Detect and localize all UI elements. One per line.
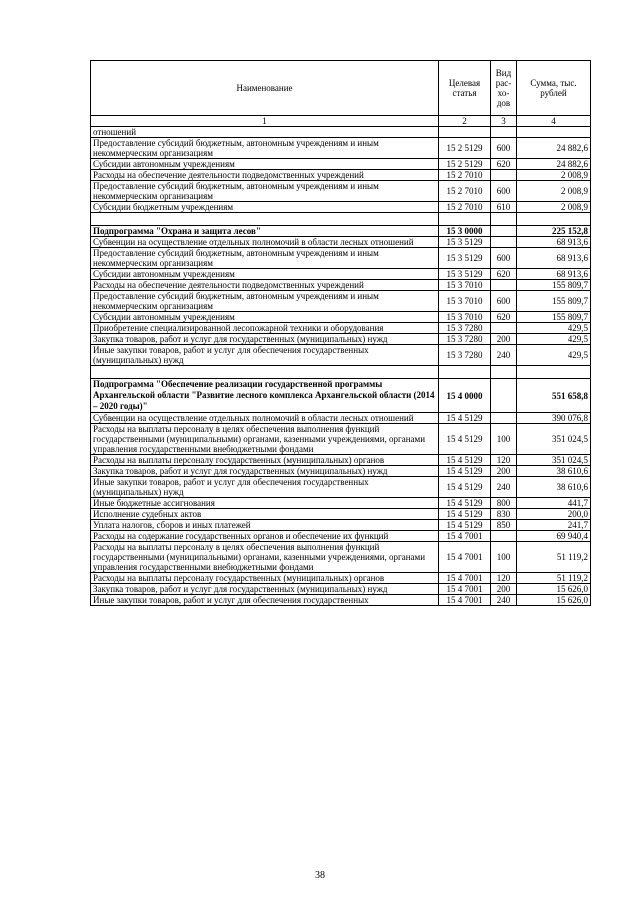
row-amount: 51 119,2 [517, 542, 591, 573]
row-amount: 351 024,5 [517, 455, 591, 466]
column-number: 3 [491, 116, 517, 127]
row-expense-type: 100 [491, 424, 517, 455]
row-expense-type [491, 280, 517, 291]
row-target-code: 15 3 0000 [439, 226, 491, 237]
row-target-code: 15 4 0000 [439, 379, 491, 413]
blank-row [91, 213, 591, 226]
row-expense-type: 600 [491, 291, 517, 312]
row-amount [517, 127, 591, 138]
row-name: Субсидии автономным учреждениям [91, 159, 439, 170]
column-number: 4 [517, 116, 591, 127]
row-amount: 390 076,8 [517, 413, 591, 424]
row-expense-type [491, 237, 517, 248]
row-target-code: 15 4 7001 [439, 542, 491, 573]
row-expense-type: 200 [491, 334, 517, 345]
row-amount: 24 882,6 [517, 138, 591, 159]
table-row [91, 280, 591, 291]
header-code: Целевая статья [439, 61, 491, 116]
blank-row [91, 366, 591, 379]
row-amount: 38 610,6 [517, 466, 591, 477]
table-row [91, 466, 591, 477]
table-row [91, 498, 591, 509]
row-expense-type: 830 [491, 509, 517, 520]
table-row [91, 542, 591, 573]
row-name: Иные закупки товаров, работ и услуг для обеспечения государственных (муниципальных) нужд [91, 477, 439, 498]
row-expense-type [491, 323, 517, 334]
row-name: Субвенции на осуществление отдельных полномочий в области лесных отношений [91, 413, 439, 424]
row-target-code: 15 3 5129 [439, 248, 491, 269]
table-row [91, 573, 591, 584]
row-amount: 2 008,9 [517, 170, 591, 181]
row-name: Расходы на выплаты персоналу в целях обеспечения выполнения функций государственными (муниципальными) органами, казенными учреждениями, органами управления государственными внебюджетными фондами [91, 542, 439, 573]
row-target-code: 15 4 7001 [439, 573, 491, 584]
row-target-code: 15 4 5129 [439, 498, 491, 509]
row-target-code: 15 4 5129 [439, 520, 491, 531]
table-body [91, 127, 591, 606]
row-target-code: 15 2 5129 [439, 159, 491, 170]
column-numbers-row [91, 116, 591, 127]
row-expense-type [491, 213, 517, 226]
row-amount: 155 809,7 [517, 280, 591, 291]
subprogram-row [91, 226, 591, 237]
row-name: Исполнение судебных актов [91, 509, 439, 520]
row-name: Подпрограмма "Обеспечение реализации государственной программы Архангельской области "Развитие лесного комплекса Архангельской области (2014 – 2020 годы)" [91, 379, 439, 413]
row-name: Закупка товаров, работ и услуг для государственных (муниципальных) нужд [91, 584, 439, 595]
row-target-code: 15 3 7010 [439, 291, 491, 312]
row-expense-type [491, 531, 517, 542]
subprogram-row [91, 379, 591, 413]
page-number: 38 [315, 870, 325, 881]
row-amount: 24 882,6 [517, 159, 591, 170]
row-expense-type [491, 379, 517, 413]
row-target-code: 15 3 7280 [439, 323, 491, 334]
row-name: Субсидии автономным учреждениям [91, 312, 439, 323]
row-expense-type: 240 [491, 345, 517, 366]
table-row [91, 477, 591, 498]
row-name: Подпрограмма "Охрана и защита лесов" [91, 226, 439, 237]
table-row [91, 291, 591, 312]
row-amount: 225 152,8 [517, 226, 591, 237]
row-target-code: 15 3 7010 [439, 312, 491, 323]
row-expense-type: 800 [491, 498, 517, 509]
row-expense-type [491, 127, 517, 138]
table-row [91, 595, 591, 606]
table-row [91, 345, 591, 366]
row-name: Закупка товаров, работ и услуг для государственных (муниципальных) нужд [91, 466, 439, 477]
row-target-code: 15 2 7010 [439, 170, 491, 181]
row-name: Расходы на содержание государственных органов и обеспечение их функций [91, 531, 439, 542]
table-row [91, 424, 591, 455]
row-amount: 51 119,2 [517, 573, 591, 584]
row-name: Закупка товаров, работ и услуг для государственных (муниципальных) нужд [91, 334, 439, 345]
row-name [91, 213, 439, 226]
row-amount: 69 940,4 [517, 531, 591, 542]
row-amount: 551 658,8 [517, 379, 591, 413]
row-amount: 200,0 [517, 509, 591, 520]
row-target-code [439, 366, 491, 379]
row-amount [517, 213, 591, 226]
row-expense-type: 120 [491, 455, 517, 466]
column-number: 2 [439, 116, 491, 127]
row-amount: 68 913,6 [517, 269, 591, 280]
row-name: Иные бюджетные ассигнования [91, 498, 439, 509]
row-amount: 15 626,0 [517, 595, 591, 606]
row-name: Иные закупки товаров, работ и услуг для обеспечения государственных [91, 595, 439, 606]
row-name: Предоставление субсидий бюджетным, автономным учреждениям и иным некоммерческим организациям [91, 248, 439, 269]
table-row [91, 455, 591, 466]
row-target-code: 15 4 7001 [439, 531, 491, 542]
row-name: Предоставление субсидий бюджетным, автономным учреждениям и иным некоммерческим организациям [91, 138, 439, 159]
row-target-code: 15 4 5129 [439, 477, 491, 498]
row-target-code [439, 127, 491, 138]
row-amount: 155 809,7 [517, 291, 591, 312]
row-target-code: 15 3 5129 [439, 269, 491, 280]
table-row [91, 269, 591, 280]
row-target-code: 15 4 5129 [439, 509, 491, 520]
row-target-code: 15 4 5129 [439, 424, 491, 455]
row-name: Предоставление субсидий бюджетным, автономным учреждениям и иным некоммерческим организациям [91, 291, 439, 312]
row-name: Расходы на выплаты персоналу в целях обеспечения выполнения функций государственными (муниципальными) органами, казенными учреждениями, органами управления государственными внебюджетными фондами [91, 424, 439, 455]
row-target-code: 15 4 5129 [439, 455, 491, 466]
table-row [91, 181, 591, 202]
table-row [91, 237, 591, 248]
row-name: Расходы на обеспечение деятельности подведомственных учреждений [91, 280, 439, 291]
row-expense-type [491, 226, 517, 237]
table-row [91, 159, 591, 170]
table-row [91, 509, 591, 520]
row-expense-type: 240 [491, 595, 517, 606]
table-row [91, 413, 591, 424]
row-target-code: 15 4 5129 [439, 466, 491, 477]
row-target-code [439, 213, 491, 226]
row-amount: 429,5 [517, 345, 591, 366]
table-row [91, 202, 591, 213]
table-header-row [91, 61, 591, 116]
row-amount: 68 913,6 [517, 248, 591, 269]
row-expense-type: 240 [491, 477, 517, 498]
table-row [91, 248, 591, 269]
row-expense-type: 600 [491, 248, 517, 269]
table-row [91, 312, 591, 323]
row-expense-type: 610 [491, 202, 517, 213]
row-expense-type [491, 413, 517, 424]
row-amount: 2 008,9 [517, 202, 591, 213]
row-amount: 2 008,9 [517, 181, 591, 202]
row-amount: 15 626,0 [517, 584, 591, 595]
row-expense-type: 600 [491, 138, 517, 159]
row-expense-type [491, 366, 517, 379]
table-row [91, 138, 591, 159]
row-amount: 155 809,7 [517, 312, 591, 323]
row-amount: 68 913,6 [517, 237, 591, 248]
row-target-code: 15 3 5129 [439, 237, 491, 248]
row-target-code: 15 2 7010 [439, 181, 491, 202]
row-name: Расходы на выплаты персоналу государственных (муниципальных) органов [91, 573, 439, 584]
table-row [91, 127, 591, 138]
row-target-code: 15 3 7010 [439, 280, 491, 291]
header-amount: Сумма, тыс. рублей [517, 61, 591, 116]
row-name: Субсидии бюджетным учреждениям [91, 202, 439, 213]
row-expense-type: 600 [491, 181, 517, 202]
row-expense-type: 620 [491, 312, 517, 323]
row-amount: 441,7 [517, 498, 591, 509]
row-expense-type: 850 [491, 520, 517, 531]
row-name: Предоставление субсидий бюджетным, автономным учреждениям и иным некоммерческим организациям [91, 181, 439, 202]
row-name: Расходы на выплаты персоналу государственных (муниципальных) органов [91, 455, 439, 466]
table-row [91, 323, 591, 334]
table-row [91, 584, 591, 595]
budget-table [90, 60, 591, 606]
table-row [91, 520, 591, 531]
row-amount: 429,5 [517, 323, 591, 334]
row-name: Приобретение специализированной лесопожарной техники и оборудования [91, 323, 439, 334]
row-target-code: 15 2 7010 [439, 202, 491, 213]
row-target-code: 15 4 7001 [439, 595, 491, 606]
row-expense-type: 100 [491, 542, 517, 573]
row-name: Субвенции на осуществление отдельных полномочий в области лесных отношений [91, 237, 439, 248]
row-amount: 351 024,5 [517, 424, 591, 455]
row-amount: 38 610,6 [517, 477, 591, 498]
column-number: 1 [91, 116, 439, 127]
row-name: отношений [91, 127, 439, 138]
row-expense-type: 200 [491, 466, 517, 477]
row-amount [517, 366, 591, 379]
row-name [91, 366, 439, 379]
row-expense-type: 620 [491, 159, 517, 170]
table-row [91, 531, 591, 542]
row-name: Уплата налогов, сборов и иных платежей [91, 520, 439, 531]
row-expense-type: 200 [491, 584, 517, 595]
row-expense-type [491, 170, 517, 181]
header-name: Наименование [91, 61, 439, 116]
row-name: Иные закупки товаров, работ и услуг для обеспечения государственных (муниципальных) нужд [91, 345, 439, 366]
row-target-code: 15 2 5129 [439, 138, 491, 159]
header-expense-type: Вид рас-хо-дов [491, 61, 517, 116]
row-target-code: 15 4 5129 [439, 413, 491, 424]
row-expense-type: 620 [491, 269, 517, 280]
table-row [91, 170, 591, 181]
row-amount: 429,5 [517, 334, 591, 345]
row-name: Расходы на обеспечение деятельности подведомственных учреждений [91, 170, 439, 181]
row-target-code: 15 3 7280 [439, 345, 491, 366]
row-target-code: 15 3 7280 [439, 334, 491, 345]
row-target-code: 15 4 7001 [439, 584, 491, 595]
table-row [91, 334, 591, 345]
row-name: Субсидии автономным учреждениям [91, 269, 439, 280]
row-amount: 241,7 [517, 520, 591, 531]
row-expense-type: 120 [491, 573, 517, 584]
